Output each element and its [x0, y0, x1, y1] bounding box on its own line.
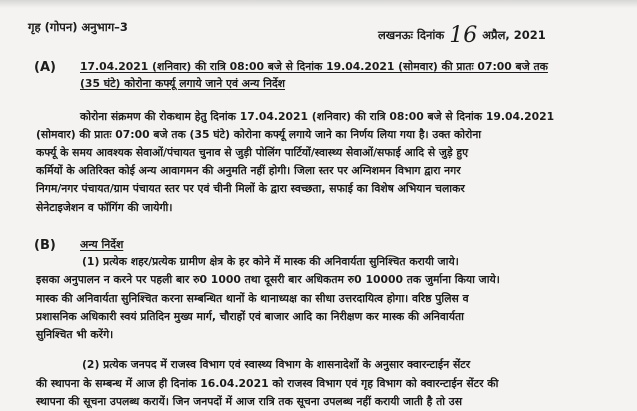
section-a-heading-line1: 17.04.2021 (शनिवार) की रात्रि 08:00 बजे से दिनांक 19.04.2021 (सोमवार) की प्रातः 07:00 बजे तक — [80, 60, 548, 73]
top-shadow — [0, 0, 637, 8]
paragraph-line: (सोमवार) की प्रातः 07:00 बजे तक (35 घंटे) कोरोना कर्फ्यू लगाये जाने का निर्णय लिया गया है। उक्त कोरोना — [36, 128, 482, 141]
paragraph-line: सेनेटाइजेशन व फॉगिंग की जायेगी। — [36, 201, 173, 214]
paragraph-line: (1) प्रत्येक शहर/प्रत्येक ग्रामीण क्षेत्र के हर कोने में मास्क की अनिवार्यता सुनिश्चित करायी जाये। — [82, 255, 459, 268]
section-a-heading-line2: (35 घंटे) कोरोना कर्फ्यू लगाये जाने एवं अन्य निर्देश — [80, 77, 286, 90]
paragraph-line: कर्फ्यू के समय आवश्यक सेवाओं/पंचायत चुनाव से जुड़ी पोलिंग पार्टियों/स्वास्थ्य सेवाओं/सफाई आदि से जुड़े हुए — [36, 146, 469, 159]
section-b-heading: अन्य निर्देश — [80, 238, 124, 251]
paragraph-line: मास्क की अनिवार्यता सुनिश्चित करना सम्बन्धित थानों के थानाध्यक्ष का सीधा उत्तरदायित्व होगा। वरिष्ठ पुलिस व — [36, 292, 469, 305]
paragraph-line: सुनिश्चित भी करेंगे। — [36, 328, 114, 341]
paragraph-line: की स्थापना के सम्बन्ध में आज ही दिनांक 16.04.2021 को राजस्व विभाग एवं गृह विभाग को क्वारन्टाईन सेंटर की — [36, 377, 499, 390]
place-label: लखनऊः दिनांक — [378, 28, 445, 42]
month-year: अप्रैल, 2021 — [482, 28, 546, 42]
paragraph-line: कोरोना संक्रमण की रोकथाम हेतु दिनांक 17.04.2021 (शनिवार) की रात्रि 08:00 बजे से दिनांक 19.04.2021 — [80, 110, 555, 123]
section-b-marker: (B) — [34, 238, 56, 253]
section-a-marker: (A) — [34, 60, 56, 75]
paragraph-line: स्थापना की सूचना उपलब्ध करायें। जिन जनपदों में आज रात्रि तक सूचना उपलब्ध नहीं करायी जाती है तो उस — [36, 395, 463, 408]
paragraph-line: निगम/नगर पंचायत/ग्राम पंचायत स्तर पर एवं चीनी मिलों के द्वारा स्वच्छता, सफाई का विशेष अभियान चलाकर — [36, 182, 465, 195]
paragraph-line: इसका अनुपालन न करने पर पहली बार रु0 1000 तथा दूसरी बार अधिकतम रु0 10000 तक जुर्माना किया जाये। — [36, 273, 500, 286]
handwritten-day: 16 — [449, 23, 478, 48]
department-label: गृह (गोपन) अनुभाग–3 — [28, 20, 128, 34]
paragraph-line: कर्मियों के अतिरिक्त कोई अन्य आवागमन की अनुमति नहीं होगी। जिला स्तर पर अग्निशमन विभाग द्वारा नगर — [36, 164, 461, 177]
paragraph-line: (2) प्रत्येक जनपद में राजस्व विभाग एवं स्वास्थ्य विभाग के शासनादेशों के अनुसार क्वारन्टाईन सेंटर — [82, 358, 471, 371]
paragraph-line: प्रशासनिक अधिकारी स्वयं प्रतिदिन मुख्य मार्ग, चौराहों एवं बाजार आदि का निरीक्षण कर मास्क की अनिवार्यता — [36, 310, 464, 323]
date-line — [378, 20, 546, 48]
